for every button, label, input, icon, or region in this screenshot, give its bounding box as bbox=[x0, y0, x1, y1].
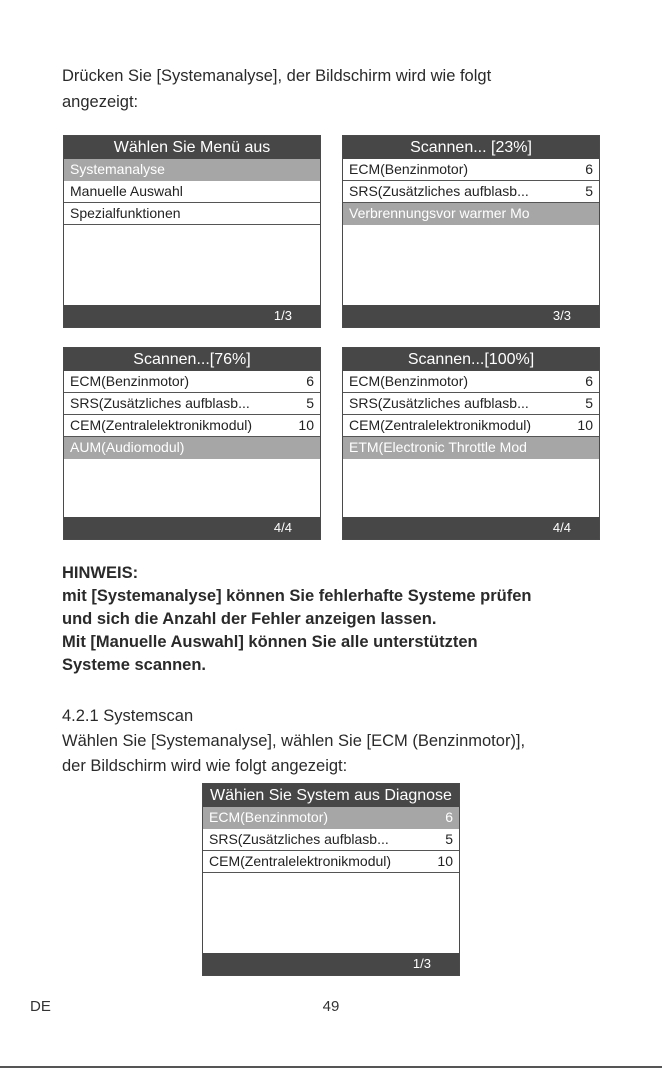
list-item[interactable]: SRS(Zusätzliches aufblasb... 5 bbox=[64, 393, 320, 415]
screen-menu bbox=[63, 135, 321, 328]
bottom-rule bbox=[0, 1066, 662, 1068]
list-item[interactable]: AUM(Audiomodul) bbox=[64, 437, 320, 459]
fault-count: 6 bbox=[445, 809, 453, 825]
list-item[interactable]: Spezialfunktionen bbox=[64, 203, 320, 225]
section-heading: 4.2.1 Systemscan bbox=[62, 707, 194, 725]
list-item[interactable]: ECM(Benzinmotor) 6 bbox=[343, 371, 599, 393]
page-indicator: 1/3 bbox=[64, 305, 320, 327]
fault-count: 5 bbox=[306, 395, 314, 411]
list-item[interactable]: SRS(Zusätzliches aufblasb... 5 bbox=[343, 181, 599, 203]
page-indicator: 4/4 bbox=[64, 517, 320, 539]
language-code: DE bbox=[30, 998, 51, 1015]
intro-line-2: angezeigt: bbox=[62, 93, 139, 111]
fault-count: 5 bbox=[585, 183, 593, 199]
screen-scan-100 bbox=[342, 347, 600, 540]
note-line-4: Systeme scannen. bbox=[62, 656, 206, 674]
intro-line-1: Drücken Sie [Systemanalyse], der Bildschirm wird wie folgt bbox=[62, 67, 492, 85]
note-line-3: Mit [Manuelle Auswahl] können Sie alle unterstützten bbox=[62, 633, 478, 651]
list-item[interactable]: Systemanalyse bbox=[64, 159, 320, 181]
section-line-1: Wählen Sie [Systemanalyse], wählen Sie [ECM (Benzinmotor)], bbox=[62, 732, 526, 750]
list-item[interactable]: CEM(Zentralelektronikmodul) 10 bbox=[64, 415, 320, 437]
list-item[interactable]: ECM(Benzinmotor) 6 bbox=[64, 371, 320, 393]
page-indicator: 4/4 bbox=[343, 517, 599, 539]
screen-title: Scannen...[100%] bbox=[343, 348, 599, 371]
list-item[interactable]: CEM(Zentralelektronikmodul) 10 bbox=[343, 415, 599, 437]
note-line-2: und sich die Anzahl der Fehler anzeigen lassen. bbox=[62, 610, 437, 628]
screen-scan-76 bbox=[63, 347, 321, 540]
fault-count: 5 bbox=[445, 831, 453, 847]
fault-count: 6 bbox=[585, 373, 593, 389]
screen-select-system bbox=[202, 783, 460, 976]
page-number: 49 bbox=[322, 998, 340, 1015]
page-indicator: 3/3 bbox=[343, 305, 599, 327]
screen-scan-23 bbox=[342, 135, 600, 328]
list-item[interactable]: CEM(Zentralelektronikmodul) 10 bbox=[203, 851, 459, 873]
list-item[interactable]: Verbrennungsvor warmer Mo bbox=[343, 203, 599, 225]
screen-title: Wähien Sie System aus Diagnose bbox=[203, 784, 459, 807]
note-line-1: mit [Systemanalyse] können Sie fehlerhafte Systeme prüfen bbox=[62, 587, 532, 605]
screen-title: Wählen Sie Menü aus bbox=[64, 136, 320, 159]
list-item[interactable]: Manuelle Auswahl bbox=[64, 181, 320, 203]
fault-count: 10 bbox=[437, 853, 453, 869]
list-item[interactable]: SRS(Zusätzliches aufblasb... 5 bbox=[343, 393, 599, 415]
screen-title: Scannen...[76%] bbox=[64, 348, 320, 371]
fault-count: 10 bbox=[577, 417, 593, 433]
list-item[interactable]: ECM(Benzinmotor) 6 bbox=[203, 807, 459, 829]
section-line-2: der Bildschirm wird wie folgt angezeigt: bbox=[62, 757, 348, 775]
fault-count: 6 bbox=[306, 373, 314, 389]
fault-count: 6 bbox=[585, 161, 593, 177]
note-heading: HINWEIS: bbox=[62, 564, 139, 582]
fault-count: 5 bbox=[585, 395, 593, 411]
list-item[interactable]: ETM(Electronic Throttle Mod bbox=[343, 437, 599, 459]
page-indicator: 1/3 bbox=[203, 953, 459, 975]
list-item[interactable]: ECM(Benzinmotor) 6 bbox=[343, 159, 599, 181]
list-item[interactable]: SRS(Zusätzliches aufblasb... 5 bbox=[203, 829, 459, 851]
screen-title: Scannen... [23%] bbox=[343, 136, 599, 159]
fault-count: 10 bbox=[298, 417, 314, 433]
